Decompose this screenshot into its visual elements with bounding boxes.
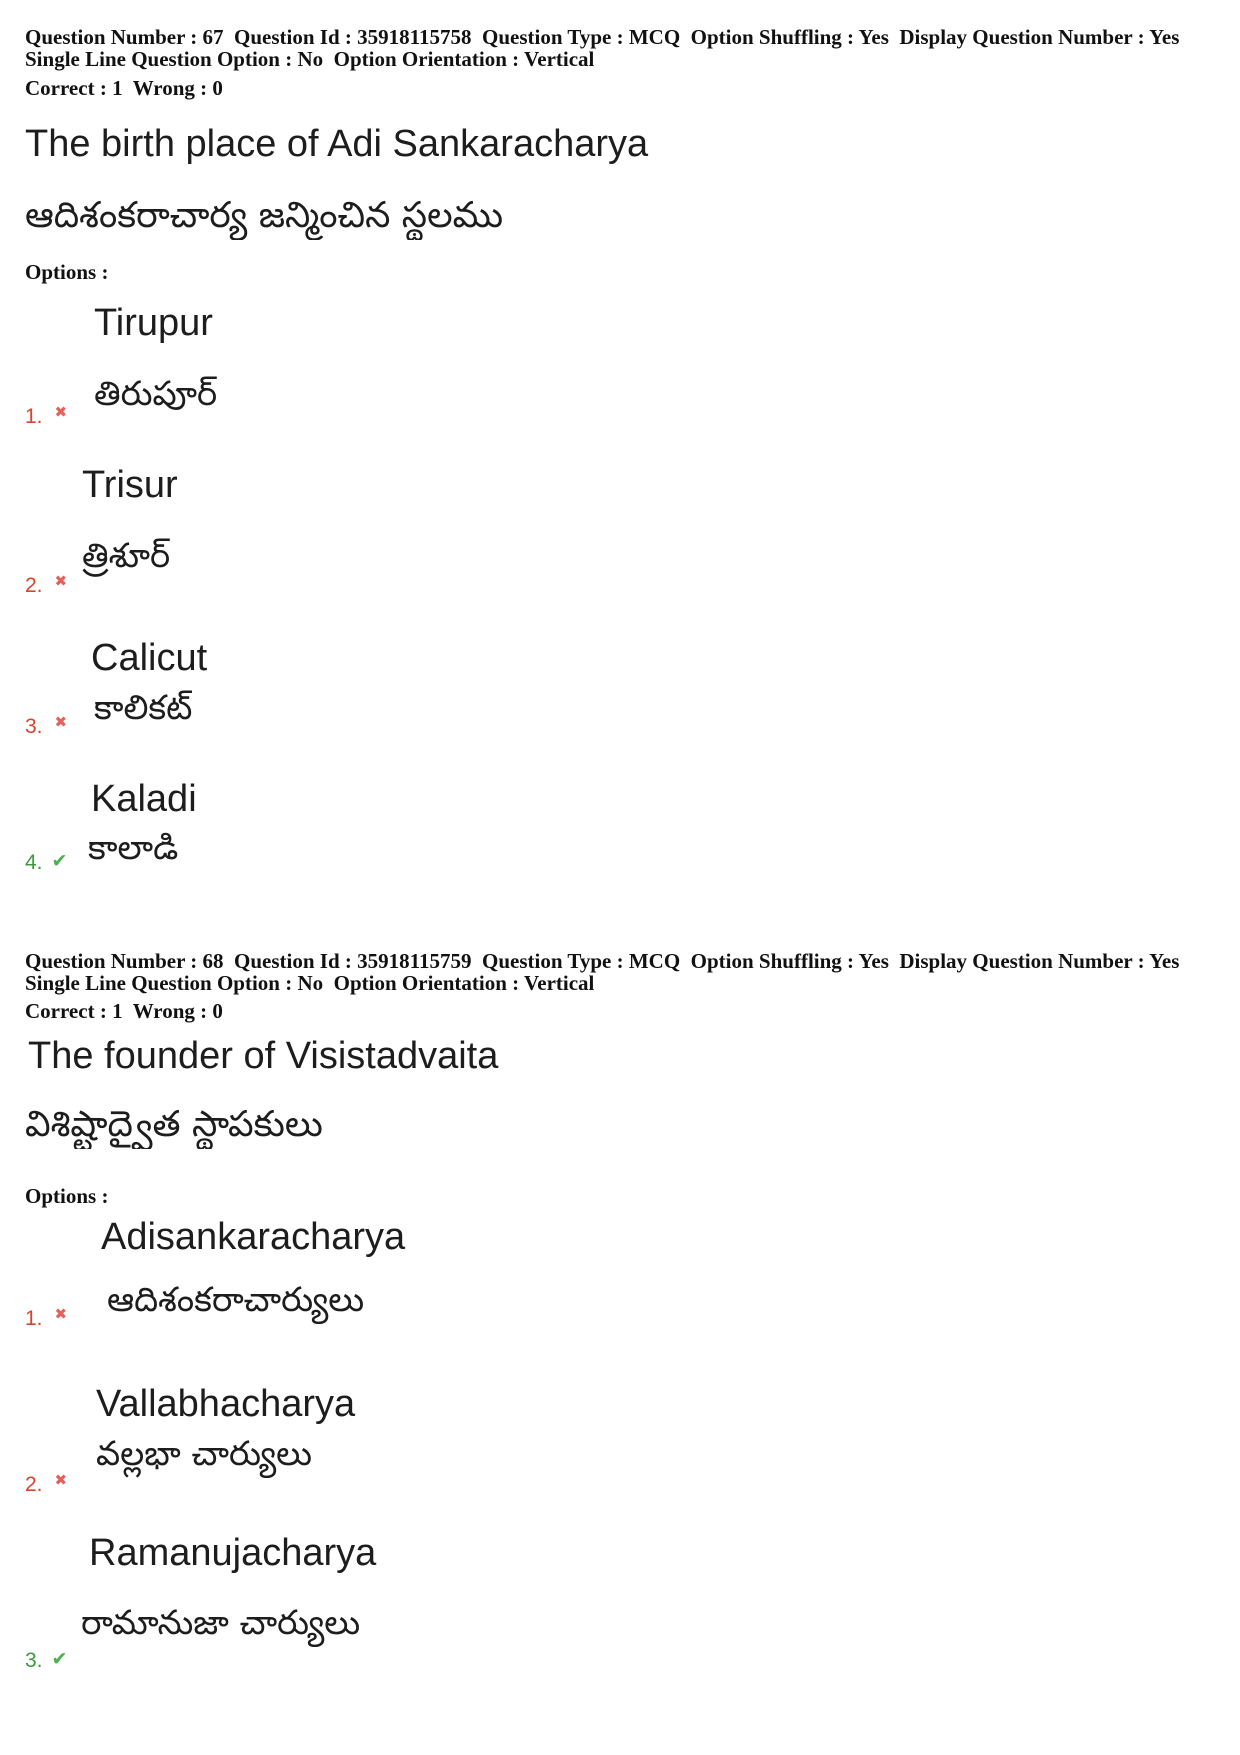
option-text-telugu: ఆదిశంకరాచార్యులు bbox=[107, 1280, 365, 1320]
meta-display-question-number bbox=[899, 949, 1179, 973]
meta-question-id bbox=[234, 949, 471, 973]
meta-label: Display Question Number : bbox=[899, 949, 1145, 973]
meta-value: 35918115759 bbox=[357, 949, 472, 973]
option-text-english: Kaladi bbox=[91, 778, 197, 820]
option-marker bbox=[25, 851, 67, 875]
meta-question-number bbox=[25, 25, 224, 49]
meta-value: No bbox=[297, 47, 324, 71]
option-2 bbox=[0, 1382, 720, 1499]
option-2 bbox=[0, 463, 720, 600]
meta-single-line-question-option bbox=[25, 971, 323, 995]
cross-icon bbox=[55, 710, 68, 734]
meta-label: Option Shuffling : bbox=[690, 949, 855, 973]
option-text-english: Vallabhacharya bbox=[96, 1383, 356, 1425]
marks-label: Correct : bbox=[25, 76, 107, 100]
option-number: 1. bbox=[25, 405, 43, 428]
meta-option-shuffling bbox=[691, 949, 889, 973]
marking-scheme bbox=[25, 77, 228, 99]
meta-label: Question Type : bbox=[482, 25, 624, 49]
marks-value: 0 bbox=[212, 76, 223, 100]
option-number: 2. bbox=[25, 574, 43, 597]
option-marker bbox=[25, 715, 67, 739]
meta-option-orientation bbox=[334, 971, 595, 995]
meta-value: Vertical bbox=[524, 47, 595, 71]
option-4 bbox=[0, 777, 720, 877]
check-icon bbox=[52, 849, 68, 873]
option-3 bbox=[0, 1531, 720, 1675]
marks-wrong bbox=[133, 76, 223, 100]
question-68 bbox=[0, 940, 1240, 1675]
option-text-telugu: తిరుపూర్ bbox=[94, 374, 218, 414]
meta-value: 68 bbox=[202, 949, 224, 973]
meta-label: Question Id : bbox=[234, 949, 352, 973]
meta-label: Question Id : bbox=[234, 25, 352, 49]
meta-value: No bbox=[297, 971, 324, 995]
meta-value: Yes bbox=[858, 25, 889, 49]
cross-icon bbox=[55, 569, 68, 593]
option-text-english: Ramanujacharya bbox=[89, 1532, 377, 1574]
meta-value: Yes bbox=[858, 949, 889, 973]
meta-question-type bbox=[482, 25, 680, 49]
option-text-english: Calicut bbox=[91, 637, 208, 679]
question-metadata bbox=[25, 26, 1185, 70]
marks-value: 0 bbox=[212, 999, 223, 1023]
meta-question-id bbox=[234, 25, 471, 49]
meta-value: Vertical bbox=[524, 971, 595, 995]
meta-label: Option Shuffling : bbox=[690, 25, 855, 49]
option-text-telugu: త్రిశూర్ bbox=[82, 536, 171, 576]
question-text-telugu: ఆదిశంకరాచార్య జన్మించిన స్థలము bbox=[25, 195, 504, 236]
options-heading: Options : bbox=[25, 260, 109, 284]
meta-display-question-number bbox=[899, 25, 1179, 49]
option-text-english: Tirupur bbox=[94, 302, 213, 344]
option-1 bbox=[0, 1215, 720, 1333]
marks-correct bbox=[25, 999, 123, 1023]
meta-label: Option Orientation : bbox=[333, 47, 520, 71]
options-heading: Options : bbox=[25, 1184, 109, 1208]
marks-wrong bbox=[133, 999, 223, 1023]
meta-label: Single Line Question Option : bbox=[25, 47, 293, 71]
option-marker bbox=[25, 1649, 67, 1673]
marks-value: 1 bbox=[112, 76, 123, 100]
option-1 bbox=[0, 301, 720, 431]
meta-value: MCQ bbox=[628, 949, 681, 973]
option-marker bbox=[25, 405, 67, 429]
marks-value: 1 bbox=[112, 999, 123, 1023]
marks-label: Correct : bbox=[25, 999, 107, 1023]
meta-label: Display Question Number : bbox=[899, 25, 1145, 49]
question-text-english: The founder of Visistadvaita bbox=[28, 1035, 499, 1077]
option-text-telugu: కాలాడి bbox=[88, 828, 179, 868]
option-text-english: Adisankaracharya bbox=[101, 1216, 406, 1258]
option-number: 2. bbox=[25, 1473, 43, 1496]
cross-icon bbox=[55, 1468, 68, 1492]
meta-single-line-question-option bbox=[25, 47, 323, 71]
cross-icon bbox=[55, 1302, 68, 1326]
option-3 bbox=[0, 636, 720, 741]
question-text-telugu: విశిష్టాద్వైత స్థాపకులు bbox=[25, 1104, 323, 1145]
check-icon bbox=[52, 1647, 68, 1671]
meta-label: Question Type : bbox=[482, 949, 624, 973]
meta-option-shuffling bbox=[691, 25, 889, 49]
meta-label: Single Line Question Option : bbox=[25, 971, 293, 995]
meta-label: Option Orientation : bbox=[333, 971, 520, 995]
meta-value: Yes bbox=[1149, 949, 1180, 973]
option-marker bbox=[25, 574, 67, 598]
question-metadata bbox=[25, 950, 1185, 994]
option-number: 3. bbox=[25, 715, 43, 738]
marking-scheme bbox=[25, 1000, 228, 1022]
marks-correct bbox=[25, 76, 123, 100]
option-marker bbox=[25, 1307, 67, 1331]
meta-question-number bbox=[25, 949, 224, 973]
meta-label: Question Number : bbox=[25, 949, 198, 973]
marks-label: Wrong : bbox=[132, 76, 208, 100]
option-number: 3. bbox=[25, 1649, 43, 1672]
option-text-telugu: వల్లభా చార్యులు bbox=[96, 1434, 313, 1474]
meta-value: MCQ bbox=[628, 25, 681, 49]
marks-label: Wrong : bbox=[132, 999, 208, 1023]
meta-value: Yes bbox=[1149, 25, 1180, 49]
option-text-telugu: కాలికట్ bbox=[94, 688, 193, 728]
option-text-telugu: రామానుజా చార్యులు bbox=[81, 1603, 361, 1643]
cross-icon bbox=[55, 400, 68, 424]
meta-value: 67 bbox=[202, 25, 224, 49]
option-number: 4. bbox=[25, 851, 43, 874]
option-number: 1. bbox=[25, 1307, 43, 1330]
meta-label: Question Number : bbox=[25, 25, 198, 49]
question-text-english: The birth place of Adi Sankaracharya bbox=[25, 123, 649, 165]
meta-option-orientation bbox=[334, 47, 595, 71]
option-marker bbox=[25, 1473, 67, 1497]
question-67 bbox=[0, 0, 1240, 877]
meta-value: 35918115758 bbox=[357, 25, 472, 49]
meta-question-type bbox=[482, 949, 680, 973]
option-text-english: Trisur bbox=[82, 464, 178, 506]
